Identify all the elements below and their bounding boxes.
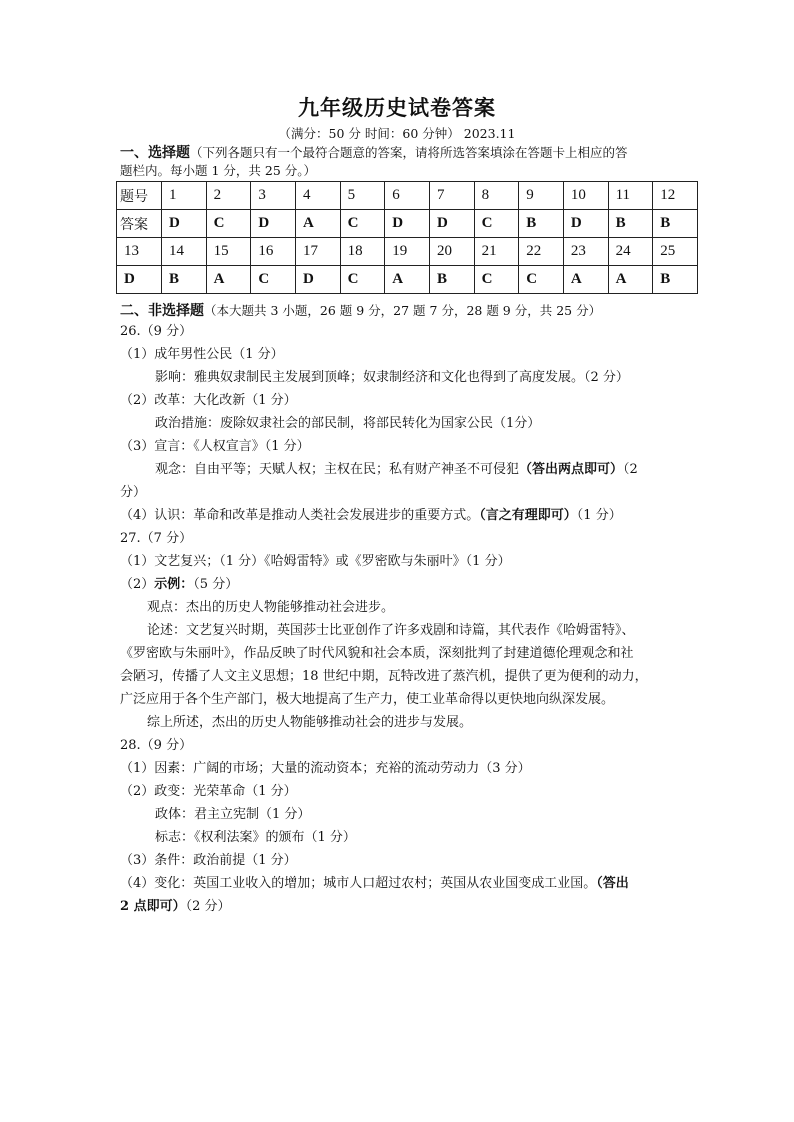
answer-cell: A — [563, 266, 608, 294]
question-number-cell: 9 — [519, 182, 564, 210]
question-number-cell: 10 — [563, 182, 608, 210]
answer-cell: D — [429, 210, 474, 238]
answer-cell: D — [563, 210, 608, 238]
question-number-cell: 24 — [608, 238, 653, 266]
answer-cell: B — [162, 266, 207, 294]
answer-label: 答案 — [117, 210, 162, 238]
section1-desc: （下列各题只有一个最符合题意的答案，请将所选答案填涂在答题卡上相应的答 — [190, 145, 628, 160]
q28-line: 标志：《权利法案》的颁布（1 分） — [155, 830, 356, 845]
question-number-cell: 7 — [429, 182, 474, 210]
q28-line: （2）政变：光荣革命（1 分） — [120, 784, 297, 799]
q26-line: 分） — [120, 485, 147, 500]
table-row — [117, 210, 698, 238]
q26-header: 26.（9 分） — [120, 324, 193, 339]
answer-cell: C — [340, 266, 385, 294]
exam-info: （满分：50 分 时间：60 分钟） 2023.11 — [278, 126, 516, 141]
q26-score: （1 分） — [576, 508, 622, 523]
answer-cell: C — [206, 210, 251, 238]
answer-cell: C — [519, 266, 564, 294]
q27-line — [120, 576, 238, 594]
section1-heading: 一、选择题 — [120, 145, 190, 161]
q27-line: 广泛应用于各个生产部门，极大地提高了生产力，使工业革命得以更快地向纵深发展。 — [120, 692, 615, 707]
question-number-cell: 4 — [295, 182, 340, 210]
q27-note: 示例： — [154, 577, 194, 592]
q27-score: （5 分） — [193, 577, 239, 592]
table-row — [117, 266, 698, 294]
question-number-cell: 11 — [608, 182, 653, 210]
question-number-cell: 17 — [295, 238, 340, 266]
q26-text: 观念：自由平等；天赋人权；主权在民；私有财产神圣不可侵犯 — [155, 462, 520, 477]
section2-heading: 二、非选择题 — [120, 303, 204, 319]
q27-line: 观点：杰出的历史人物能够推动社会进步。 — [147, 600, 395, 615]
question-number-cell: 8 — [474, 182, 519, 210]
question-number-cell: 22 — [519, 238, 564, 266]
q26-line: 影响：雅典奴隶制民主发展到顶峰；奴隶制经济和文化也得到了高度发展。（2 分） — [155, 370, 629, 385]
q26-text: （4）认识：革命和改革是推动人类社会发展进步的重要方式。 — [120, 508, 480, 523]
answer-cell: B — [653, 210, 698, 238]
q28-line: （1）因素：广阔的市场；大量的流动资本；充裕的流动劳动力（3 分） — [120, 761, 531, 776]
question-number-cell: 16 — [251, 238, 296, 266]
q27-line: 会陋习，传播了人文主义思想；18 世纪中期，瓦特改进了蒸汽机，提供了更为便利的动力， — [120, 669, 648, 684]
question-number-cell: 15 — [206, 238, 251, 266]
q26-line: （3）宣言：《人权宣言》（1 分） — [120, 439, 310, 454]
q28-text: （4）变化：英国工业收入的增加；城市人口超过农村；英国从农业国变成工业国。 — [120, 876, 597, 891]
answer-cell: B — [653, 266, 698, 294]
question-number-cell: 25 — [653, 238, 698, 266]
table-row — [117, 182, 698, 210]
question-number-cell: 2 — [206, 182, 251, 210]
question-number-cell: 20 — [429, 238, 474, 266]
answer-cell: A — [295, 210, 340, 238]
q26-line — [120, 507, 622, 525]
table-row — [117, 238, 698, 266]
q27-header: 27.（7 分） — [120, 531, 193, 546]
section1-intro — [120, 144, 628, 163]
answer-cell: D — [162, 210, 207, 238]
q28-note: 2 点即可） — [120, 899, 186, 914]
q26-line: 政治措施：废除奴隶社会的部民制，将部民转化为国家公民（1分） — [155, 416, 541, 431]
answer-cell: B — [429, 266, 474, 294]
answer-cell: D — [385, 210, 430, 238]
q28-score: （2 分） — [185, 899, 231, 914]
question-number-cell: 18 — [340, 238, 385, 266]
answer-cell: A — [608, 266, 653, 294]
question-number-label: 题号 — [117, 182, 162, 210]
question-number-cell: 21 — [474, 238, 519, 266]
question-number-cell: 14 — [162, 238, 207, 266]
answer-cell: C — [474, 266, 519, 294]
page-title: 九年级历史试卷答案 — [298, 95, 496, 120]
q27-line: 综上所述，杰出的历史人物能够推动社会的进步与发展。 — [147, 715, 473, 730]
question-number-cell: 1 — [162, 182, 207, 210]
answer-cell: B — [519, 210, 564, 238]
q27-line: （1）文艺复兴；（1 分）《哈姆雷特》或《罗密欧与朱丽叶》（1 分） — [120, 554, 511, 569]
question-number-cell: 12 — [653, 182, 698, 210]
question-number-cell: 5 — [340, 182, 385, 210]
answer-cell: D — [295, 266, 340, 294]
q26-line: （1）成年男性公民（1 分） — [120, 347, 284, 362]
section2-desc: （本大题共 3 小题，26 题 9 分，27 题 7 分，28 题 9 分，共 25 分） — [204, 303, 602, 318]
answer-cell: D — [117, 266, 162, 294]
question-number-cell: 19 — [385, 238, 430, 266]
answer-cell: C — [474, 210, 519, 238]
q27-line: 论述：文艺复兴时期，英国莎士比亚创作了许多戏剧和诗篇，其代表作《哈姆雷特》、 — [147, 623, 635, 638]
q28-note: （答出 — [596, 876, 629, 891]
answer-table — [116, 181, 698, 294]
answer-cell: C — [251, 266, 296, 294]
section2-intro — [120, 302, 601, 321]
answer-cell: A — [385, 266, 430, 294]
q26-note: （言之有理即可） — [479, 508, 577, 523]
q28-line — [120, 898, 230, 916]
q28-line — [120, 875, 629, 893]
q26-line: （2）改革：大化改新（1 分） — [120, 393, 297, 408]
q26-line — [155, 461, 638, 479]
question-number-cell: 3 — [251, 182, 296, 210]
q27-text: （2） — [120, 577, 155, 592]
answer-cell: B — [608, 210, 653, 238]
question-number-cell: 6 — [385, 182, 430, 210]
q26-note: （答出两点即可） — [519, 462, 624, 477]
question-number-cell: 13 — [117, 238, 162, 266]
section1-desc-cont: 题栏内。每小题 1 分，共 25 分。） — [120, 163, 317, 178]
q28-line: （3）条件：政治前提（1 分） — [120, 853, 297, 868]
q28-header: 28.（9 分） — [120, 738, 193, 753]
q26-score: （2 — [623, 462, 638, 477]
answer-cell: A — [206, 266, 251, 294]
question-number-cell: 23 — [563, 238, 608, 266]
q28-line: 政体：君主立宪制（1 分） — [155, 807, 311, 822]
answer-cell: D — [251, 210, 296, 238]
answer-cell: C — [340, 210, 385, 238]
q27-line: 《罗密欧与朱丽叶》，作品反映了时代风貌和社会本质，深刻批判了封建道德伦理观念和社 — [120, 646, 634, 661]
